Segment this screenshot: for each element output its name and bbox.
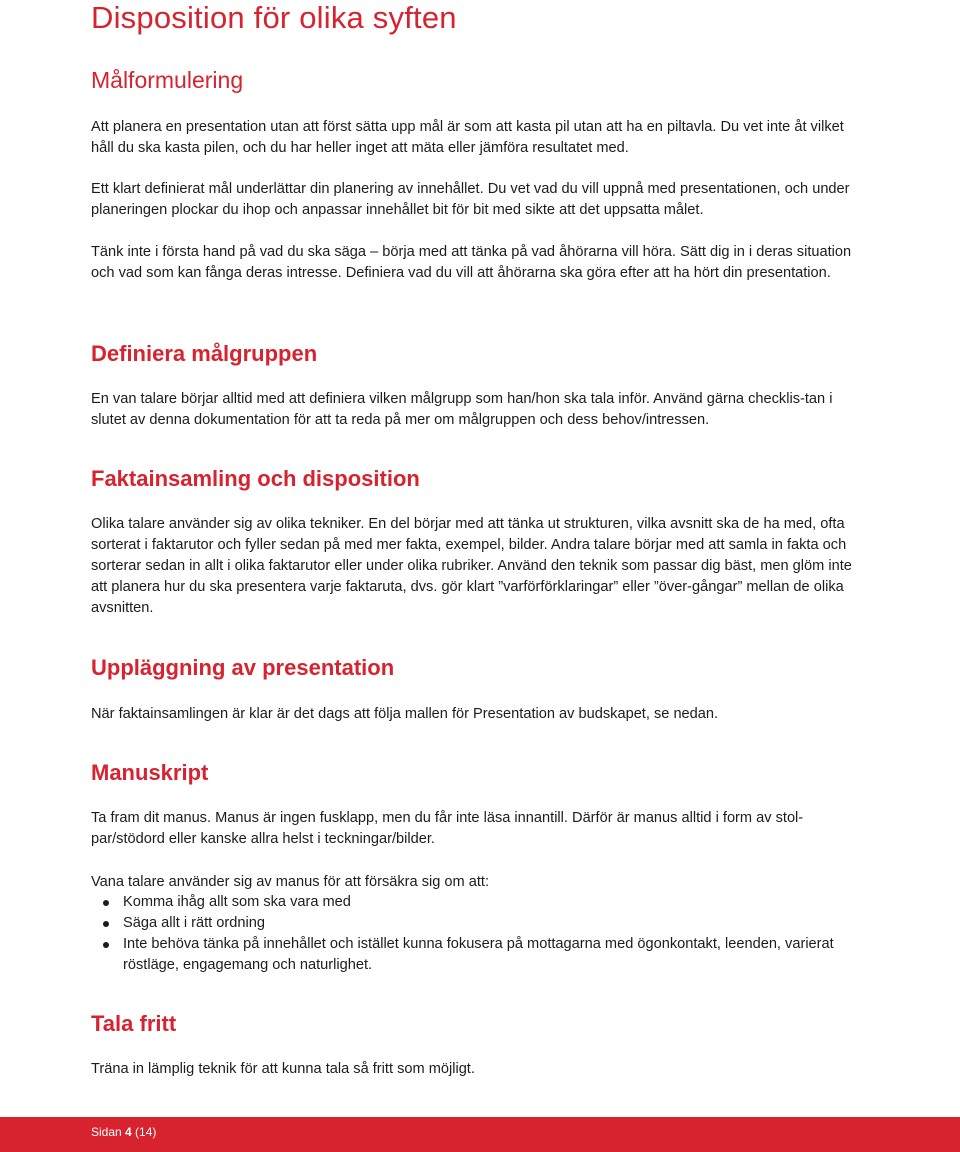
paragraph: Olika talare använder sig av olika tekniker. En del börjar med att tänka ut strukturen, vilka avsnitt ska de ha med, ofta sorterat i faktarutor och fyller sedan på med mer fakta, exempel, bilder. Andra talare börjar med att samla in fakta och sorterar sedan in allt i olika faktarutor eller under olika rubriker. Använd den teknik som passar dig bäst, men glöm inte att planera hur du ska presentera varje faktaruta, dvs. gör klart ”varförförklaringar” eller ”över-gångar” mellan de olika avsnitten. xyxy=(91,516,852,616)
heading-manuskript: Manuskript xyxy=(91,760,209,785)
paragraph: Ta fram dit manus. Manus är ingen fusklapp, men du får inte läsa innantill. Därför är manus alltid i form av stol-par/stödord eller kanske allra helst i teckningar/bilder. xyxy=(91,810,804,847)
paragraph: En van talare börjar alltid med att definiera vilken målgrupp som han/hon ska tala inför. Använd gärna checklis-tan i slutet av denna dokumentation för att ta reda på mer om målgruppen och dess behov/intressen. xyxy=(91,391,833,428)
heading-tala-fritt: Tala fritt xyxy=(91,1011,177,1036)
paragraph: När faktainsamlingen är klar är det dags att följa mallen för Presentation av budskapet, se nedan. xyxy=(91,706,719,722)
page-title: Disposition för olika syften xyxy=(91,0,457,35)
bullet-list xyxy=(91,892,866,976)
paragraph: Ett klart definierat mål underlättar din planering av innehållet. Du vet vad du vill uppnå med presentationen, och under planeringen plockar du ihop och anpassar innehållet bit för bit med sikte att det uppsatta målet. xyxy=(91,181,850,218)
paragraph: Vana talare använder sig av manus för att försäkra sig om att: xyxy=(91,874,490,890)
list-item: Inte behöva tänka på innehållet och istället kunna fokusera på mottagarna med ögonkontakt, leenden, varierat röstläge, engagemang och naturlighet. xyxy=(91,934,863,976)
bullet-icon xyxy=(103,921,109,927)
heading-malgrupp: Definiera målgruppen xyxy=(91,341,318,366)
list-item: Komma ihåg allt som ska vara med xyxy=(91,892,866,913)
paragraph: Att planera en presentation utan att först sätta upp mål är som att kasta pil utan att ha en piltavla. Du vet inte åt vilket håll du ska kasta pilen, och du har heller inget att mäta eller jämföra resultatet med. xyxy=(91,119,844,156)
paragraph: Träna in lämplig teknik för att kunna tala så fritt som möjligt. xyxy=(91,1061,475,1077)
heading-upplaggning: Uppläggning av presentation xyxy=(91,655,395,680)
heading-malformulering: Målformulering xyxy=(91,67,244,93)
bullet-icon xyxy=(103,942,109,948)
list-item: Säga allt i rätt ordning xyxy=(91,913,866,934)
bullet-icon xyxy=(103,900,109,906)
footer-bar xyxy=(0,1117,960,1152)
heading-faktainsamling: Faktainsamling och disposition xyxy=(91,466,420,491)
paragraph: Tänk inte i första hand på vad du ska säga – börja med att tänka på vad åhörarna vill höra. Sätt dig in i deras situation och vad som kan fånga deras intresse. Definiera vad du vill att åhörarna ska göra efter att ha hört din presentation. xyxy=(91,244,852,281)
page-number: Sidan 4 (14) xyxy=(91,1125,157,1139)
